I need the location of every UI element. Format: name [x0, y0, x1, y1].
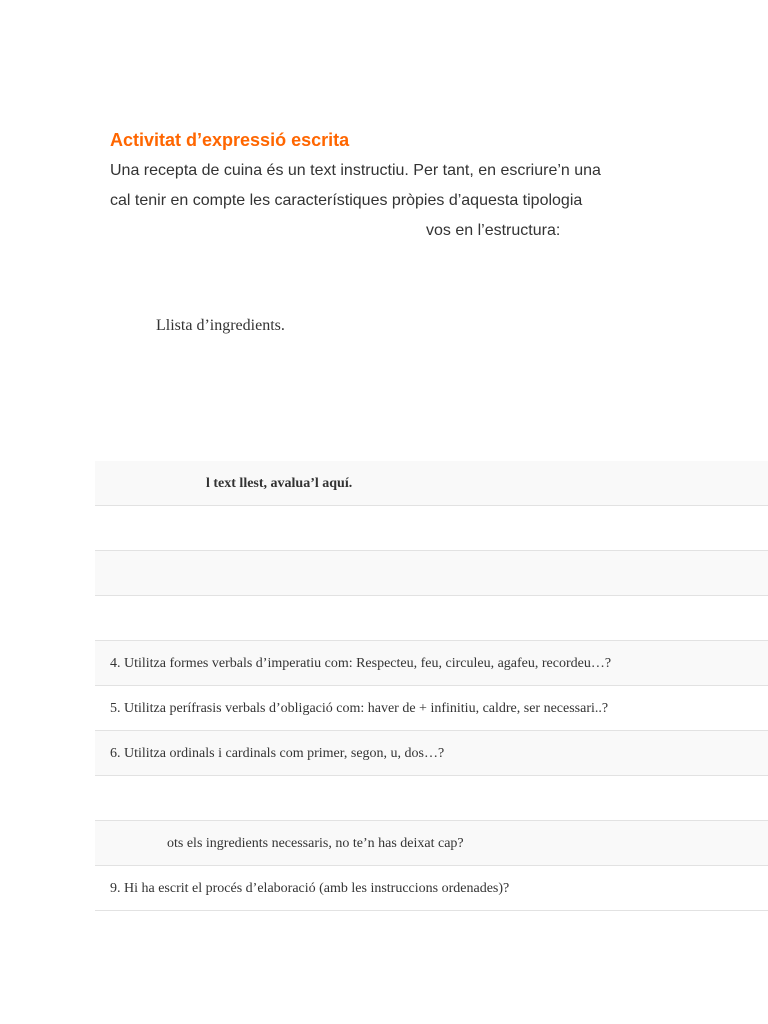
checklist-row-text: 5. Utilitza perífrasis verbals d’obligació com: haver de + infinitiu, caldre, ser necessari..?	[110, 701, 609, 716]
checklist-row-text: 9. Hi ha escrit el procés d’elaboració (amb les instruccions ordenades)?	[110, 881, 510, 896]
ingredients-list-label: Llista d’ingredients.	[156, 317, 285, 334]
checklist-row	[95, 776, 768, 821]
activity-title: Activitat d’expressió escrita	[110, 130, 350, 150]
evaluation-checklist-table	[95, 461, 768, 911]
checklist-header-text: l text llest, avalua’l aquí.	[206, 476, 353, 491]
checklist-row-text: 4. Utilitza formes verbals d’imperatiu com: Respecteu, feu, circuleu, agafeu, recordeu…?	[110, 656, 612, 671]
checklist-row	[95, 506, 768, 551]
intro-line-1: Una recepta de cuina és un text instructiu. Per tant, en escriure’n una	[110, 162, 601, 179]
checklist-row	[95, 821, 768, 866]
intro-line-2: cal tenir en compte les característiques pròpies d’aquesta tipologia	[110, 192, 583, 209]
checklist-row	[95, 731, 768, 776]
checklist-row	[95, 596, 768, 641]
checklist-header-row	[95, 461, 768, 506]
checklist-row	[95, 686, 768, 731]
checklist-row	[95, 551, 768, 596]
checklist-row	[95, 641, 768, 686]
checklist-row-text: 6. Utilitza ordinals i cardinals com primer, segon, u, dos…?	[110, 746, 445, 761]
intro-line-3: vos en l’estructura:	[426, 222, 561, 239]
checklist-row-text: ots els ingredients necessaris, no te’n has deixat cap?	[167, 836, 464, 851]
checklist-row	[95, 866, 768, 911]
